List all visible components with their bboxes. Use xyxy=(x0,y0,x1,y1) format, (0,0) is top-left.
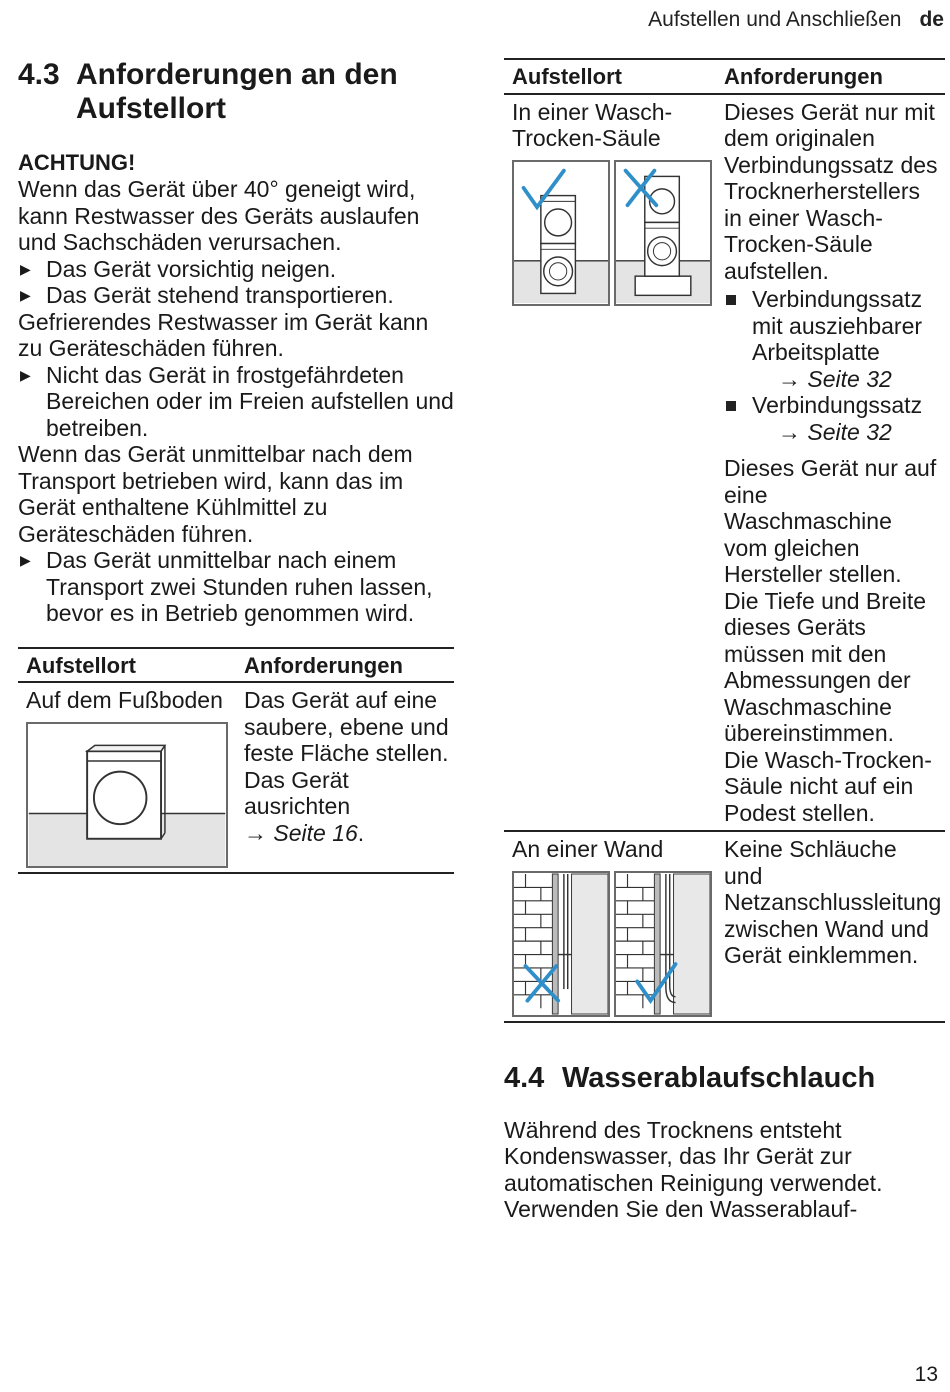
wrong-wall-illustration xyxy=(512,871,610,1017)
triangle-right-icon: ▶ xyxy=(20,260,31,277)
location-label: In einer Wasch-Trocken-Säule xyxy=(512,98,673,151)
warning-paragraph-2: Gefrierendes Restwasser im Gerät kann zu Geräteschäden führen. xyxy=(18,308,429,361)
triangle-right-icon: ▶ xyxy=(20,287,31,303)
list-item: ▶ Das Gerät stehend transportieren. xyxy=(20,282,394,308)
stack-illustrations xyxy=(512,160,712,306)
bullet-list-3 xyxy=(18,547,454,627)
warning-paragraph-1: Wenn das Gerät über 40° geneigt wird, kann Restwasser des Geräts auslaufen und Sachschäden verursachen. xyxy=(18,176,420,255)
requirement-text: Das Gerät auf eine saubere, ebene und feste Fläche stellen. xyxy=(244,687,449,766)
requirement-text-3: Die Wasch-Trocken-Säule nicht auf ein Podest stellen. xyxy=(724,746,932,826)
wall-illustrations xyxy=(512,871,712,1017)
placement-table-stack-wall xyxy=(504,58,945,1023)
square-bullet-icon xyxy=(726,401,736,411)
table-row xyxy=(504,831,945,1022)
column-header-location: Aufstellort xyxy=(504,59,716,94)
column-header-requirements: Anforderungen xyxy=(716,59,945,94)
warning-title: ACHTUNG! xyxy=(18,150,136,175)
table-row xyxy=(504,94,945,832)
triangle-right-icon: ▶ xyxy=(20,552,31,568)
bullet-list-2 xyxy=(18,362,454,442)
running-header xyxy=(648,6,944,34)
drain-hose-paragraph: Während des Trocknens entsteht Kondenswasser, das Ihr Gerät zur automatischen Reinigung verwendet. Verwenden Sie den Wasserablauf- xyxy=(504,1116,883,1222)
column-header-location: Aufstellort xyxy=(18,648,236,683)
header-title: Aufstellen und Anschließen xyxy=(648,8,902,31)
page-reference: → Seite 16. xyxy=(244,819,365,846)
location-label: Auf dem Fußboden xyxy=(26,687,223,713)
square-bullet-icon xyxy=(726,295,736,305)
page-number: 13 xyxy=(914,1362,938,1386)
requirement-text-2: Dieses Gerät nur auf eine Waschmaschine vom gleichen Hersteller stellen. Die Tiefe und Breite dieses Geräts müssen mit den Abmessungen der Waschmaschine übereinstimmen. xyxy=(724,455,937,746)
requirement-text: Dieses Gerät nur mit dem originalen Verbindungssatz des Trocknerherstellers in einer Wasch-Trocken-Säule aufstellen. xyxy=(724,98,938,284)
list-item: Verbindungssatz → Seite 32 xyxy=(724,392,941,445)
list-item: ▶ Das Gerät unmittelbar nach einem Transport zwei Stunden ruhen lassen, bevor es in Betrieb genommen wird. xyxy=(20,547,433,626)
arrow-right-icon: → xyxy=(778,418,801,445)
kit-list xyxy=(724,286,941,445)
bullet-list-1 xyxy=(18,256,454,309)
section-number: 4.3 xyxy=(18,58,60,91)
triangle-right-icon: ▶ xyxy=(20,366,31,383)
warning-paragraph-3: Wenn das Gerät unmittelbar nach dem Transport betrieben wird, kann das im Gerät enthaltene Kühlmittel zu Geräteschäden führen. xyxy=(18,441,413,547)
left-column xyxy=(18,58,454,874)
language-code: de xyxy=(919,8,944,31)
requirement-text: Keine Schläuche und Netzanschlussleitung zwischen Wand und Gerät einklemmen. xyxy=(724,836,942,968)
page-reference: → Seite 32 xyxy=(778,365,892,392)
list-item: Verbindungssatz mit ausziehbarer Arbeitsplatte → Seite 32 xyxy=(724,286,941,392)
requirement-text-2: Das Gerät ausrichten xyxy=(244,766,351,819)
column-header-requirements: Anforderungen xyxy=(236,648,454,683)
table-row xyxy=(18,682,454,873)
section-heading-4-3 xyxy=(18,58,454,126)
section-title: Anforderungen an den Aufstellort xyxy=(76,58,398,125)
section-title: Wasserablaufschlauch xyxy=(562,1061,876,1094)
floor-dryer-illustration xyxy=(26,722,228,868)
section-heading-4-4 xyxy=(504,1061,940,1095)
list-item: ▶ Nicht das Gerät in frostgefährdeten Bereichen oder im Freien aufstellen und betreiben. xyxy=(20,361,454,441)
placement-table-floor xyxy=(18,647,454,874)
arrow-right-icon: → xyxy=(778,365,801,392)
correct-wall-illustration xyxy=(614,871,712,1017)
location-label: An einer Wand xyxy=(512,836,664,862)
right-column xyxy=(504,58,940,1223)
wrong-stack-illustration xyxy=(614,160,712,306)
correct-stack-illustration xyxy=(512,160,610,306)
arrow-right-icon: → xyxy=(244,819,267,846)
list-item: ▶ Das Gerät vorsichtig neigen. xyxy=(20,255,337,282)
section-number: 4.4 xyxy=(504,1061,545,1094)
page-reference: → Seite 32 xyxy=(778,418,892,445)
